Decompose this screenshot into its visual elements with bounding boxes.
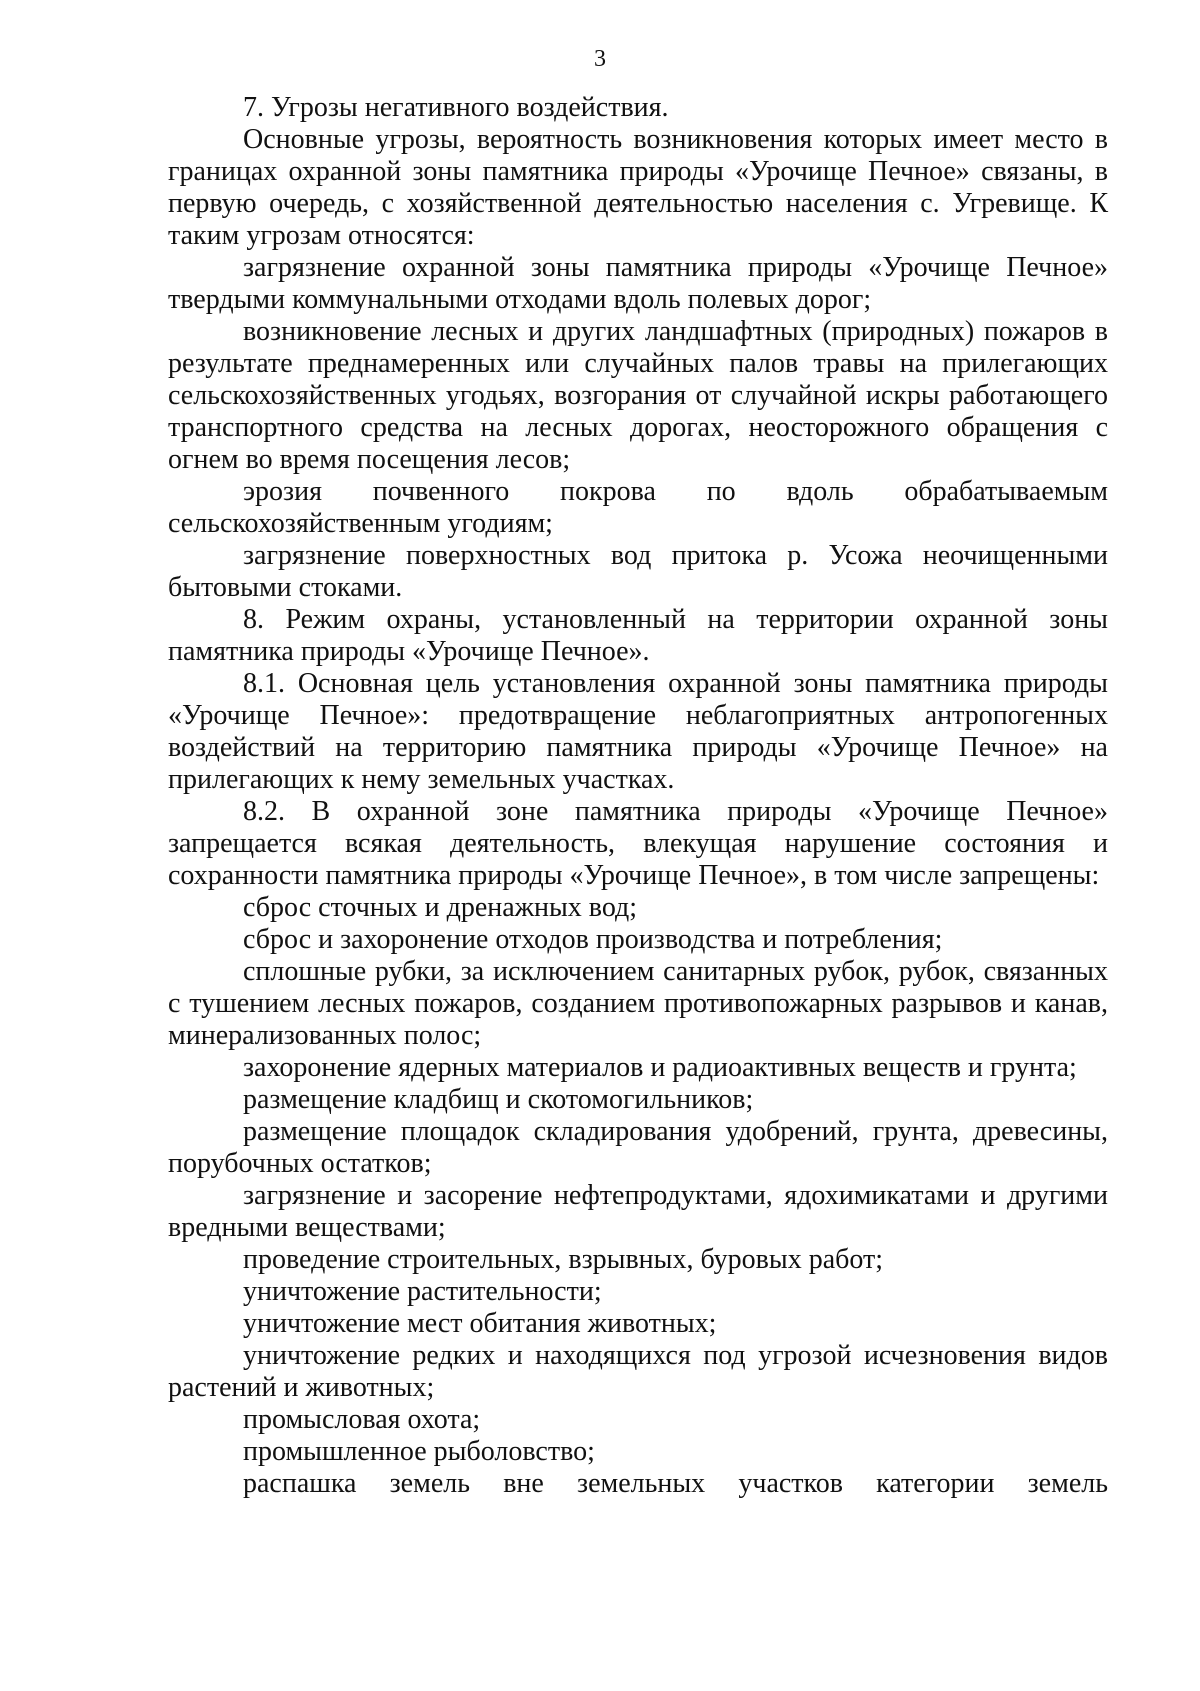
list-item-prohibited: загрязнение и засорение нефтепродуктами, ядохимикатами и другими вредными веществами; (168, 1180, 1108, 1243)
list-item-prohibited: промысловая охота; (243, 1404, 481, 1435)
list-item-threat: возникновение лесных и других ландшафтных (природных) пожаров в результате преднамеренных или случайных палов травы на прилегающих сельскохозяйственных угодьях, возгорания от случайной искры работающего транспортного средства на лесных дорогах, неосторожного обращения с огнем во время посещения лесов; (168, 316, 1108, 475)
list-item-prohibited: проведение строительных, взрывных, буровых работ; (243, 1244, 884, 1275)
list-item-prohibited: сброс и захоронение отходов производства и потребления; (243, 924, 943, 955)
list-item-threat: загрязнение охранной зоны памятника природы «Урочище Печное» твердыми коммунальными отходами вдоль полевых дорог; (168, 252, 1108, 315)
document-body (168, 92, 1108, 1500)
list-item-threat: загрязнение поверхностных вод притока р. Усожа неочищенными бытовыми стоками. (168, 540, 1108, 603)
page-number: 3 (594, 46, 606, 72)
list-item-prohibited: уничтожение растительности; (243, 1276, 602, 1307)
list-item-prohibited: захоронение ядерных материалов и радиоактивных веществ и грунта; (243, 1052, 1077, 1083)
list-item-prohibited: сброс сточных и дренажных вод; (243, 892, 638, 923)
list-item-prohibited: размещение площадок складирования удобрений, грунта, древесины, порубочных остатков; (168, 1116, 1108, 1179)
paragraph-threats-intro: Основные угрозы, вероятность возникновения которых имеет место в границах охранной зоны памятника природы «Урочище Печное» связаны, в первую очередь, с хозяйственной деятельностью населения с. Угревище. К таким угрозам относятся: (168, 124, 1108, 251)
paragraph-8-2: 8.2. В охранной зоне памятника природы «Урочище Печное» запрещается всякая деятельность, влекущая нарушение состояния и сохранности памятника природы «Урочище Печное», в том числе запрещены: (168, 796, 1108, 891)
list-item-prohibited: уничтожение мест обитания животных; (243, 1308, 717, 1339)
section-heading-protection-regime: 8. Режим охраны, установленный на территории охранной зоны памятника природы «Урочище Печное». (168, 604, 1108, 667)
list-item-prohibited: промышленное рыболовство; (243, 1436, 595, 1467)
list-item-prohibited: размещение кладбищ и скотомогильников; (243, 1084, 754, 1115)
section-heading-threats: 7. Угрозы негативного воздействия. (243, 92, 669, 123)
list-item-prohibited: уничтожение редких и находящихся под угрозой исчезновения видов растений и животных; (168, 1340, 1108, 1403)
list-item-prohibited: сплошные рубки, за исключением санитарных рубок, рубок, связанных с тушением лесных пожаров, созданием противопожарных разрывов и канав, минерализованных полос; (168, 956, 1108, 1051)
paragraph-8-1: 8.1. Основная цель установления охранной зоны памятника природы «Урочище Печное»: предотвращение неблагоприятных антропогенных воздействий на территорию памятника природы «Урочище Печное» на прилегающих к нему земельных участках. (168, 668, 1108, 795)
list-item-threat: эрозия почвенного покрова по вдоль обрабатываемым сельскохозяйственным угодиям; (168, 476, 1108, 539)
list-item-prohibited: распашка земель вне земельных участков категории земель (243, 1468, 1108, 1499)
